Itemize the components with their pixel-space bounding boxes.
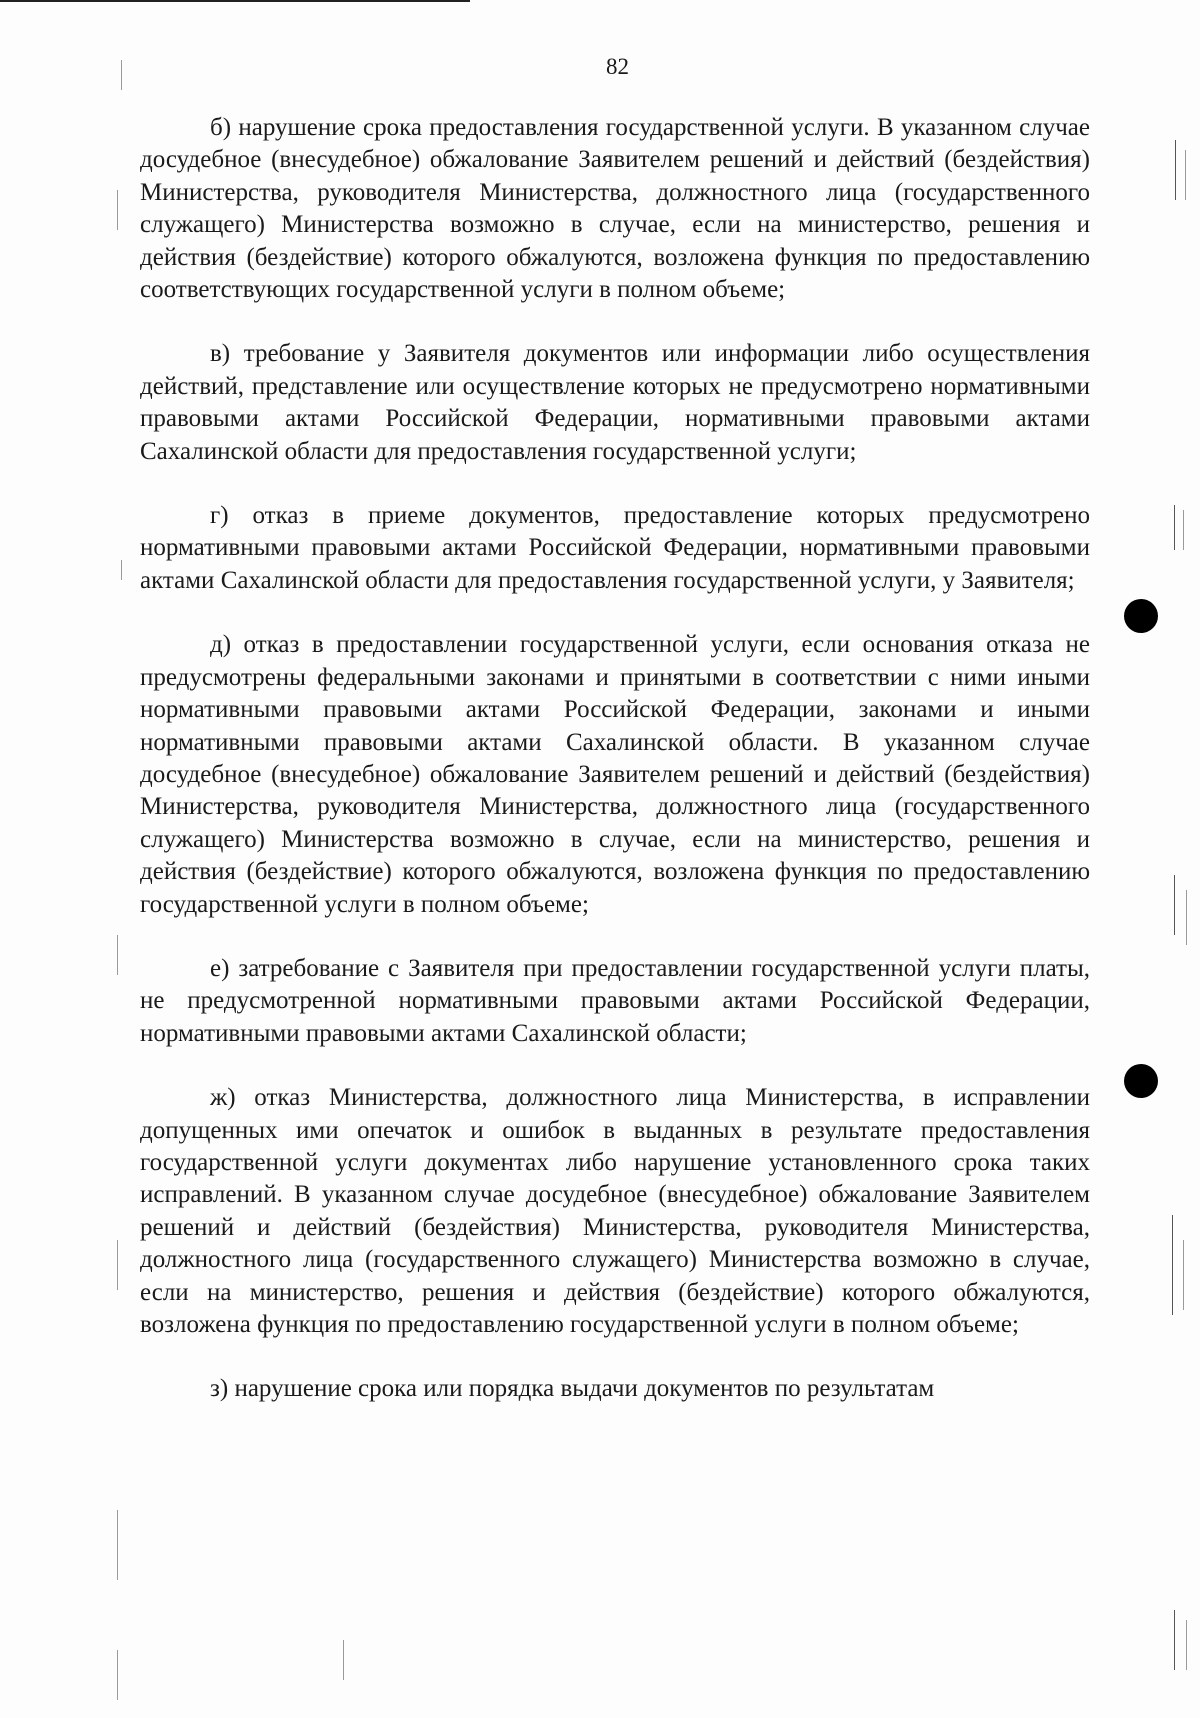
scan-artifact-mark [1186, 890, 1187, 945]
paragraph-e: е) затребование с Заявителя при предоставлении государственной услуги платы, не предусмотренной нормативными правовыми актами Российской Федерации, нормативными правовыми актами Сахалинской области; [140, 954, 1090, 1047]
top-edge-rule [0, 0, 470, 2]
scan-artifact-mark [1183, 1240, 1184, 1310]
scan-artifact-mark [117, 190, 118, 230]
scan-artifact-mark [1185, 150, 1186, 200]
paragraph-d: д) отказ в предоставлении государственной услуги, если основания отказа не предусмотрены федеральными законами и принятыми в соответствии с ними иными нормативными правовыми актами Российской Федерации, законами и иными нормативными правовыми актами Сахалинской области. В указанном случае досудебное (внесудебное) обжалование Заявителем решений и действий (бездействия) Министерства, руководителя Министерства, должностного лица (государственного служащего) Министерства возможно в случае, если на министерство, решения и действия (бездействие) которого обжалуются, возложена функция по предоставлению государственной услуги в полном объеме; [140, 631, 1090, 918]
scan-artifact-mark [1174, 875, 1175, 935]
scan-artifact-mark [117, 1650, 118, 1700]
punch-hole-lower [1124, 1064, 1158, 1098]
scan-artifact-mark [117, 935, 118, 975]
scan-artifact-mark [117, 1240, 118, 1290]
page-number: 82 [606, 54, 629, 79]
paragraph-z: з) нарушение срока или порядка выдачи документов по результатам [210, 1375, 935, 1403]
scan-artifact-mark [121, 560, 122, 580]
paragraph-zh: ж) отказ Министерства, должностного лица Министерства, в исправлении допущенных ими опечаток и ошибок в выданных в результате предоставления государственной услуги документах либо нарушение установленного срока таких исправлений. В указанном случае досудебное (внесудебное) обжалование Заявителем решений и действий (бездействия) Министерства, руководителя Министерства, должностного лица (государственного служащего) Министерства возможно в случае, если на министерство, решения и действия (бездействие) которого обжалуются, возложена функция по предоставлению государственной услуги в полном объеме; [140, 1084, 1090, 1338]
scan-artifact-mark [1186, 1620, 1187, 1670]
scan-artifact-mark [1175, 140, 1176, 200]
scan-artifact-mark [1174, 1610, 1175, 1670]
scan-artifact-mark [1172, 1215, 1173, 1315]
scan-artifact-mark [1183, 510, 1184, 550]
scan-artifact-mark [117, 1510, 118, 1580]
punch-hole-upper [1124, 599, 1158, 633]
paragraph-b: б) нарушение срока предоставления государственной услуги. В указанном случае досудебное (внесудебное) обжалование Заявителем решений и действий (бездействия) Министерства, руководителя Министерства, должностного лица (государственного служащего) Министерства возможно в случае, если на министерство, решения и действия (бездействие) которого обжалуются, возложена функция по предоставлению соответствующих государственной услуги в полном объеме; [140, 114, 1090, 304]
paragraph-g: г) отказ в приеме документов, предоставление которых предусмотрено нормативными правовыми актами Российской Федерации, нормативными правовыми актами Сахалинской области для предоставления государственной услуги, у Заявителя; [140, 502, 1090, 594]
paragraph-v: в) требование у Заявителя документов или информации либо осуществления действий, представление или осуществление которых не предусмотрено нормативными правовыми актами Российской Федерации, нормативными правовыми актами Сахалинской области для предоставления государственной услуги; [140, 340, 1090, 465]
scan-artifact-mark [343, 1640, 344, 1680]
scan-artifact-mark [121, 60, 122, 90]
scan-artifact-mark [1174, 505, 1175, 550]
document-body [140, 112, 1090, 1406]
